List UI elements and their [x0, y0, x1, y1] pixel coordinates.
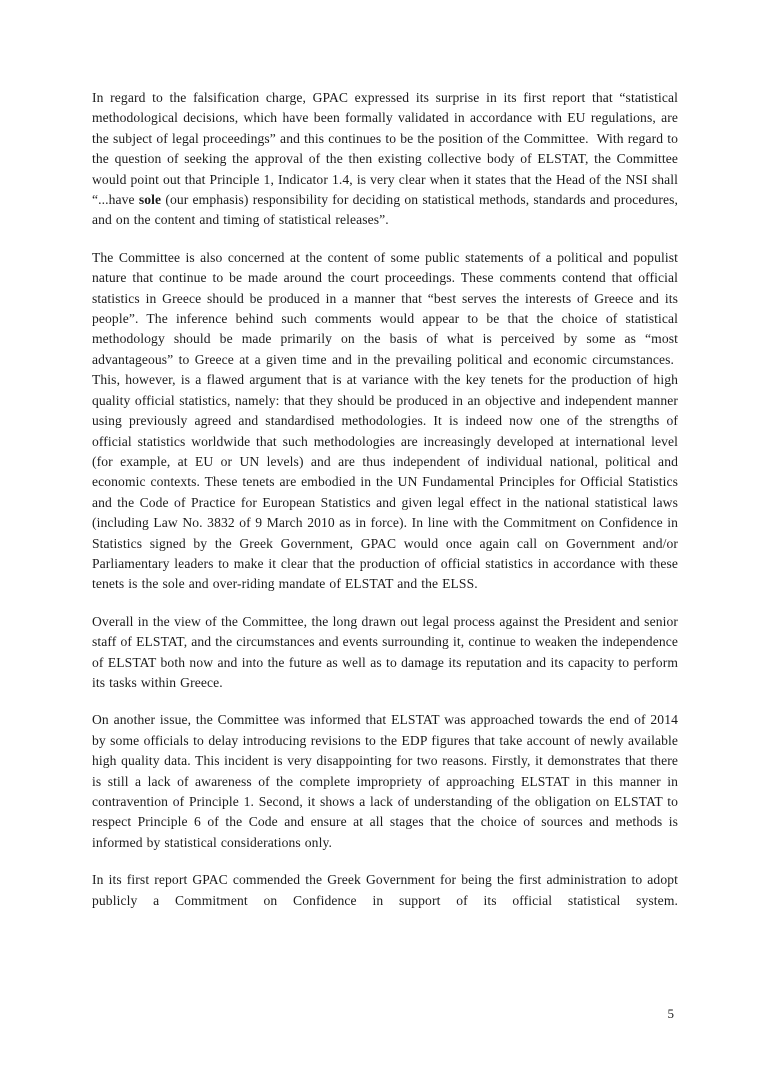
- paragraph-text: Overall in the view of the Committee, the long drawn out legal process against the President and senior staff of ELSTAT, and the circumstances and events surrounding it, continue to weaken the independence of ELSTAT both now and into the future as well as to damage its reputation and its capacity to perform its tasks within Greece.: [92, 613, 678, 690]
- page-footer: [92, 1005, 674, 1023]
- page-body: [92, 88, 678, 928]
- paragraph-text: The Committee is also concerned at the content of some public statements of a political and populist nature that continue to be made around the court proceedings. These comments contend that official statistics in Greece should be produced in a manner that “best serves the interests of Greece and its people”. The inference behind such comments would appear to be that the choice of statistical methodology should be made primarily on the basis of what is perceived by some as “most advantageous” to Greece at a given time and in the prevailing political and economic circumstances. This, however, is a flawed argument that is at variance with the key tenets for the production of high quality official statistics, namely: that they should be produced in an objective and independent manner using previously agreed and standardised methodologies. It is indeed now one of the strengths of official statistics worldwide that such methodologies are increasingly developed at international level (for example, at EU or UN levels) and are thus independent of individual national, political and economic contexts. These tenets are embodied in the UN Fundamental Principles for Official Statistics and the Code of Practice for European Statistics and given legal effect in the national statistical laws (including Law No. 3832 of 9 March 2010 as in force). In line with the Commitment on Confidence in Statistics signed by the Greek Government, GPAC would once again call on Government and/or Parliamentary leaders to make it clear that the production of official statistics in accordance with these tenets is the sole and over-riding mandate of ELSTAT and the ELSS.: [92, 249, 678, 592]
- emphasized-text: sole: [138, 192, 162, 208]
- paragraph: [92, 710, 678, 853]
- paragraph: [92, 870, 678, 911]
- paragraph-text: In its first report GPAC commended the Greek Government for being the first administration to adopt publicly a Commitment on Confidence in support of its official statistical system.: [92, 872, 678, 908]
- paragraph-text: In regard to the falsification charge, GPAC expressed its surprise in its first report that “statistical methodological decisions, which have been formally validated in accordance with EU regulations, are the subject of legal proceedings” and this continues to be the position of the Committee. With regard to the question of seeking the approval of the then existing collective body of ELSTAT, the Committee would point out that Principle 1, Indicator 1.4, is very clear when it states that the Head of the NSI shall “...have: [92, 90, 678, 208]
- paragraph-text: On another issue, the Committee was informed that ELSTAT was approached towards the end of 2014 by some officials to delay introducing revisions to the EDP figures that take account of newly available high quality data. This incident is very disappointing for two reasons. Firstly, it demonstrates that there is still a lack of awareness of the complete impropriety of approaching ELSTAT in this manner in contravention of Principle 1. Second, it shows a lack of understanding of the obligation on ELSTAT to respect Principle 6 of the Code and ensure at all stages that the choice of sources and methods is informed by statistical considerations only.: [92, 712, 678, 850]
- paragraph: [92, 88, 678, 231]
- paragraph-text: (our emphasis) responsibility for deciding on statistical methods, standards and procedures, and on the content and timing of statistical releases”.: [92, 192, 678, 228]
- paragraph: [92, 612, 678, 694]
- paragraph: [92, 248, 678, 595]
- page-number: 5: [667, 1006, 674, 1021]
